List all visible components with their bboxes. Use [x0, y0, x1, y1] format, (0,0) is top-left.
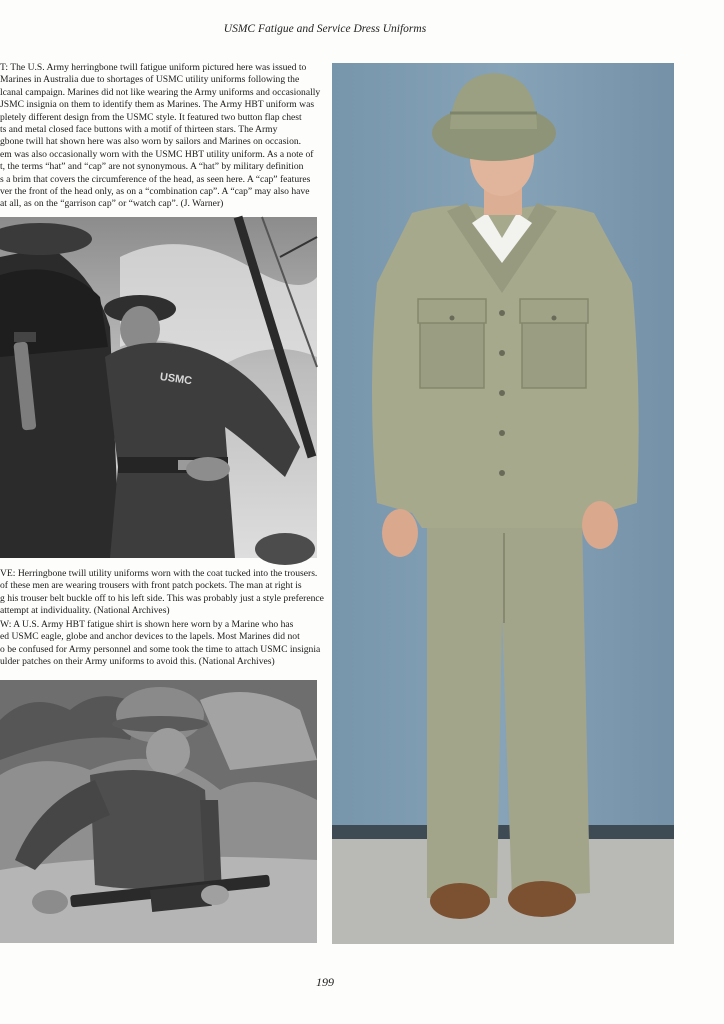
caption-below [0, 619, 321, 671]
caption-line: ver the front of the head only, as on a “combination cap”. A “cap” may also have [0, 186, 310, 198]
caption-line: o be confused for Army personnel and some took the time to attach USMC insignia [0, 643, 321, 655]
caption-line: lcanal campaign. Marines did not like wearing the Army uniforms and occasionally [0, 86, 321, 98]
caption-line: attempt at individuality. (National Archives) [0, 605, 170, 617]
caption-line: t, the terms “hat” and “cap” are not synonymous. A “hat” by military definition [0, 161, 304, 173]
caption-line: JSMC insignia on them to identify them as Marines. The Army HBT uniform was [0, 99, 315, 111]
caption-line: gbone twill hat shown here was also worn by sailors and Marines on occasion. [0, 136, 302, 148]
caption-line: pletely different design from the USMC style. It featured two button flap chest [0, 111, 302, 123]
photo-marine-army-hbt-shirt [0, 680, 317, 943]
caption-line: em was also occasionally worn with the USMC HBT utility uniform. As a note of [0, 148, 314, 160]
caption-line: W: A U.S. Army HBT fatigue shirt is shown here worn by a Marine who has [0, 619, 294, 630]
caption-line: s a brim that covers the circumference of the head, as seen here. A “cap” features [0, 173, 311, 185]
caption-line: at all, as on the “garrison cap” or “watch cap”. (J. Warner) [0, 198, 224, 210]
caption-line: VE: Herringbone twill utility uniforms worn with the coat tucked into the trousers. [0, 568, 318, 579]
caption-above [0, 568, 324, 617]
caption-line: ts and metal closed face buttons with a motif of thirteen stars. The Army [0, 124, 278, 136]
caption-line: ulder patches on their Army uniforms to avoid this. (National Archives) [0, 656, 275, 668]
caption-line: Marines in Australia due to shortages of USMC utility uniforms following the [0, 74, 300, 86]
running-head: USMC Fatigue and Service Dress Uniforms [223, 23, 427, 35]
page-number: 199 [316, 975, 334, 989]
caption-line: ed USMC eagle, globe and anchor devices to the lapels. Most Marines did not [0, 631, 300, 643]
caption-line: of these men are wearing trousers with front patch pockets. The man at right is [0, 580, 302, 592]
caption-line: g his trouser belt buckle off to his left side. This was probably just a style preference [0, 592, 324, 604]
caption-right [0, 62, 321, 210]
usmc-stencil: USMC [159, 370, 193, 388]
caption-line: T: The U.S. Army herringbone twill fatigue uniform pictured here was issued to [0, 62, 307, 73]
photo-marines-hbt-utilities [0, 217, 317, 558]
photo-army-hbt-uniform [332, 63, 674, 944]
